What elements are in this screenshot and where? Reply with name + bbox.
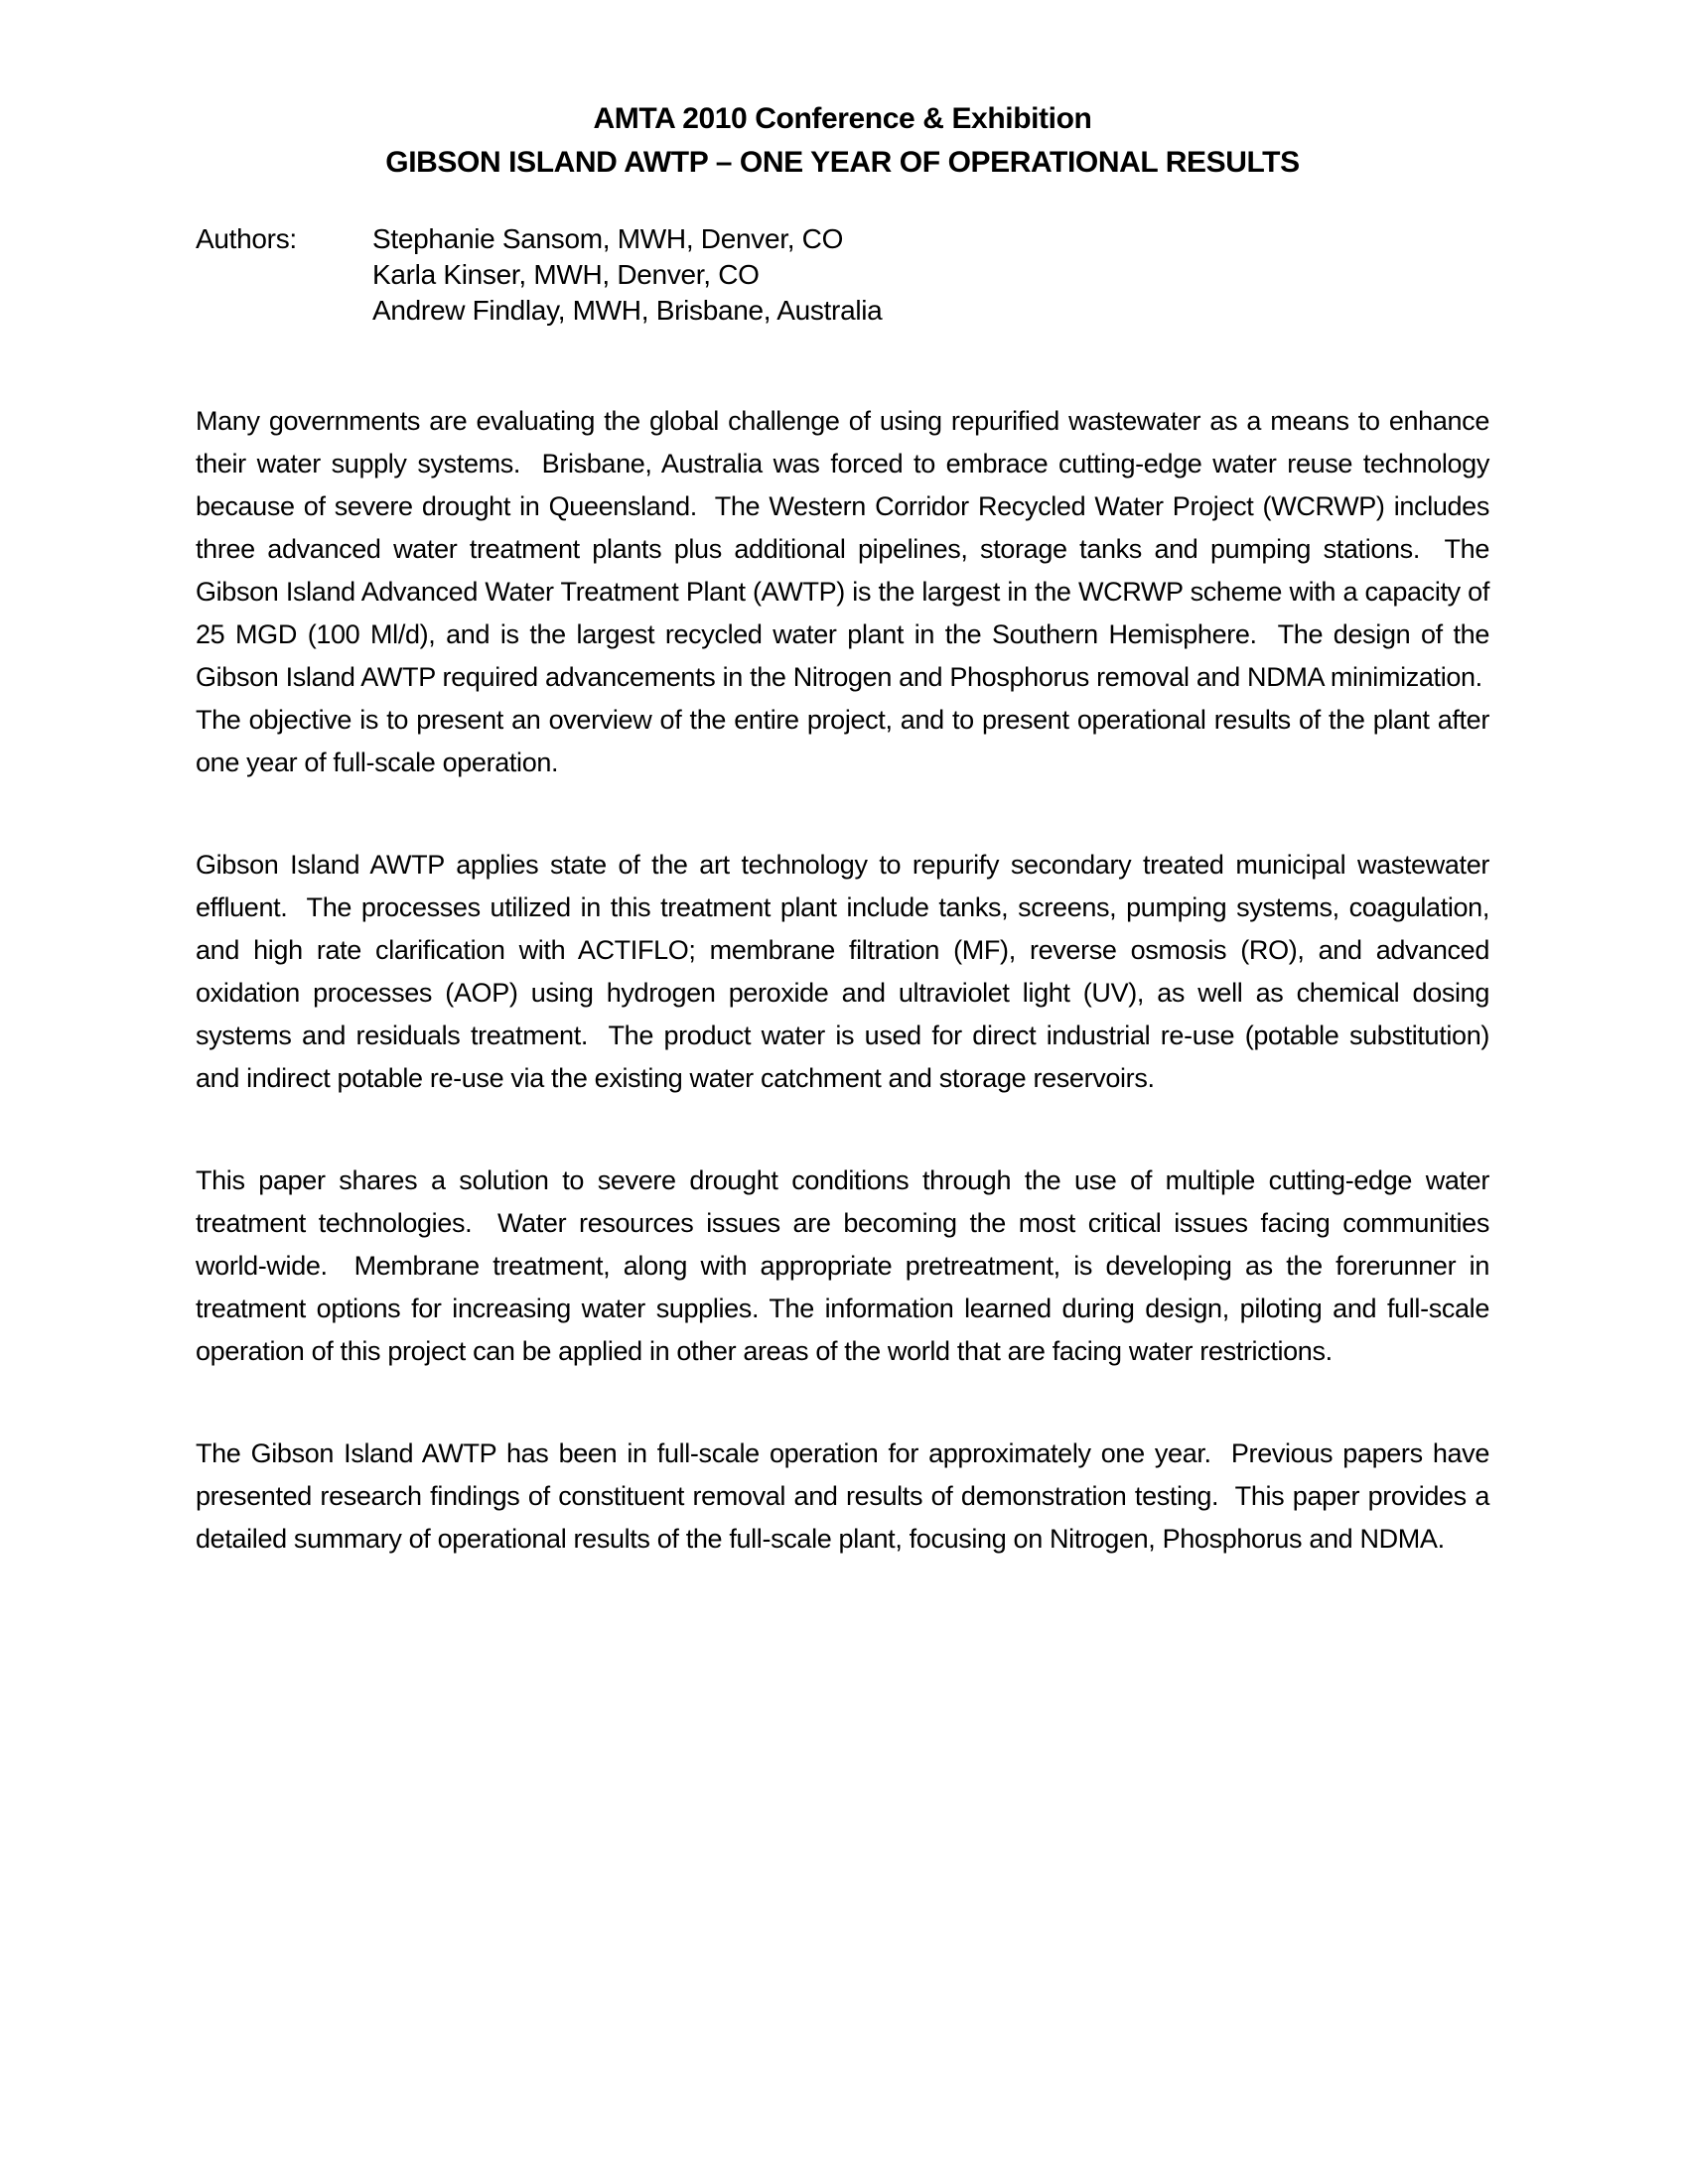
author-line: Stephanie Sansom, MWH, Denver, CO	[372, 223, 844, 254]
paragraph-intro: Many governments are evaluating the global challenge of using repurified wastewater as a means to enhance their water supply systems. Brisbane, Australia was forced to embrace cutting-edge water reuse technology because of severe drought in Queensland. The Western Corridor Recycled Water Project (WCRWP) includes three advanced water treatment plants plus additional pipelines, storage tanks and pumping stations. The Gibson Island Advanced Water Treatment Plant (AWTP) is the largest in the WCRWP scheme with a capacity of 25 MGD (100 Ml/d), and is the largest recycled water plant in the Southern Hemisphere. The design of the Gibson Island AWTP required advancements in the Nitrogen and Phosphorus removal and NDMA minimization. The objective is to present an overview of the entire project, and to present operational results of the plant after one year of full-scale operation.	[196, 406, 1489, 777]
conference-title: AMTA 2010 Conference & Exhibition	[593, 102, 1092, 135]
paper-title: GIBSON ISLAND AWTP – ONE YEAR OF OPERATIONAL RESULTS	[385, 146, 1300, 179]
paragraph-solution: This paper shares a solution to severe drought conditions through the use of multiple cutting-edge water treatment technologies. Water resources issues are becoming the most critical issues facing communities world-wide. Membrane treatment, along with appropriate pretreatment, is developing as the forerunner in treatment options for increasing water supplies. The information learned during design, piloting and full-scale operation of this project can be applied in other areas of the world that are facing water restrictions.	[196, 1165, 1489, 1366]
authors-list	[372, 221, 1489, 329]
authors-block	[196, 221, 1489, 329]
paragraph-results: The Gibson Island AWTP has been in full-scale operation for approximately one year. Previous papers have presented research findings of constituent removal and results of demonstration testing. This paper provides a detailed summary of operational results of the full-scale plant, focusing on Nitrogen, Phosphorus and NDMA.	[196, 1438, 1489, 1554]
abstract-body	[196, 400, 1489, 1561]
authors-label: Authors:	[196, 223, 297, 254]
paragraph-process: Gibson Island AWTP applies state of the art technology to repurify secondary treated municipal wastewater effluent. The processes utilized in this treatment plant include tanks, screens, pumping systems, coagulation, and high rate clarification with ACTIFLO; membrane filtration (MF), reverse osmosis (RO), and advanced oxidation processes (AOP) using hydrogen peroxide and ultraviolet light (UV), as well as chemical dosing systems and residuals treatment. The product water is used for direct industrial re-use (potable substitution) and indirect potable re-use via the existing water catchment and storage reservoirs.	[196, 850, 1489, 1093]
document-header	[196, 97, 1489, 185]
author-line: Karla Kinser, MWH, Denver, CO	[372, 259, 760, 290]
author-line: Andrew Findlay, MWH, Brisbane, Australia	[372, 295, 883, 326]
